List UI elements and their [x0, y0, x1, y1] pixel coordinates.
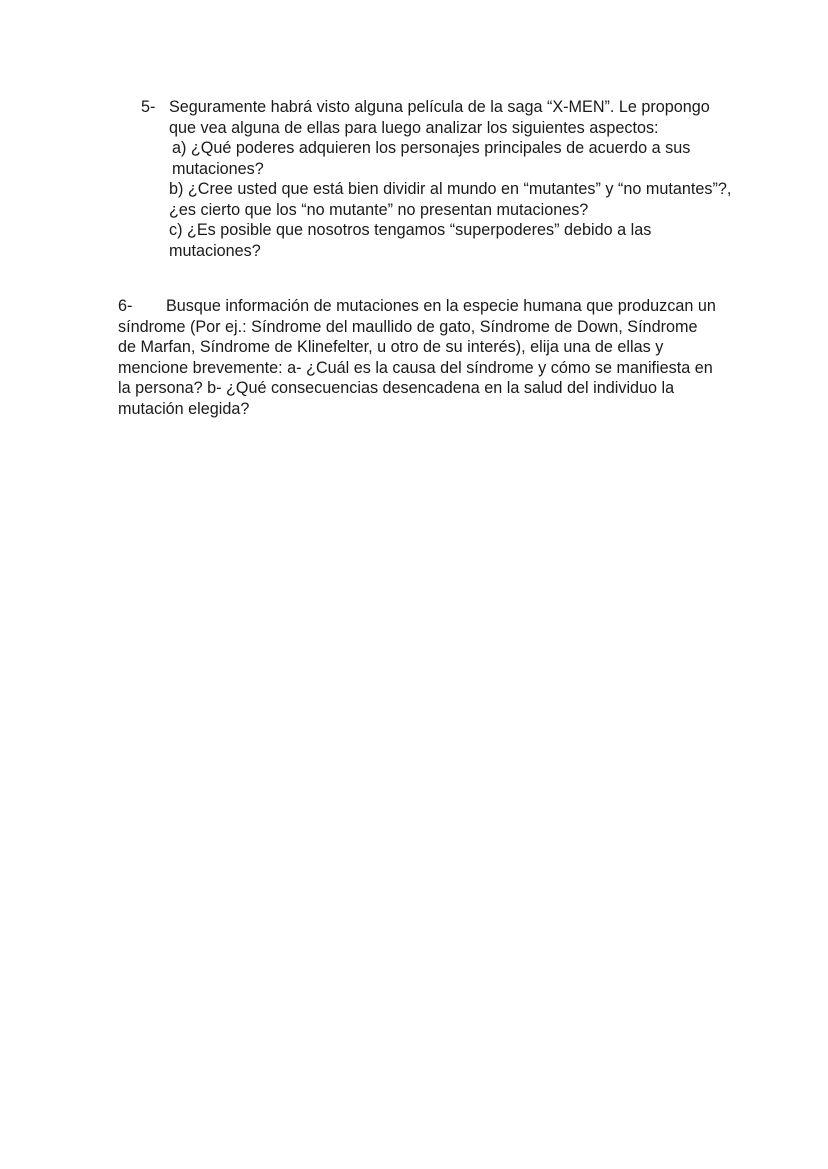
question-5: [141, 97, 741, 261]
question-6-number: 6-: [118, 297, 133, 315]
question-5-item-c: c) ¿Es posible que nosotros tengamos “superpoderes” debido a las mutaciones?: [169, 221, 652, 260]
question-6: [118, 296, 718, 419]
question-5-intro: Seguramente habrá visto alguna película de la saga “X-MEN”. Le propongo que vea alguna de ellas para luego analizar los siguientes aspectos:: [169, 98, 710, 137]
question-5-item-a: a) ¿Qué poderes adquieren los personajes principales de acuerdo a sus mutaciones?: [172, 139, 691, 178]
question-6-text: Busque información de mutaciones en la especie humana que produzcan un síndrome (Por ej.: Síndrome del maullido de gato, Síndrome de Down, Síndrome de Marfan, Síndrome de Klinefelter, u otro de su interés), elija una de ellas y mencione brevemente: a- ¿Cuál es la causa del síndrome y cómo se manifiesta en la persona? b- ¿Qué consecuencias desencadena en la salud del individuo la mutación elegida?: [118, 297, 716, 418]
question-5-body: [169, 97, 741, 261]
question-5-item-b: b) ¿Cree usted que está bien dividir al mundo en “mutantes” y “no mutantes”?, ¿es cierto que los “no mutante” no presentan mutaciones?: [169, 180, 732, 219]
question-5-number: 5-: [141, 98, 156, 116]
question-6-paragraph: [118, 296, 718, 419]
